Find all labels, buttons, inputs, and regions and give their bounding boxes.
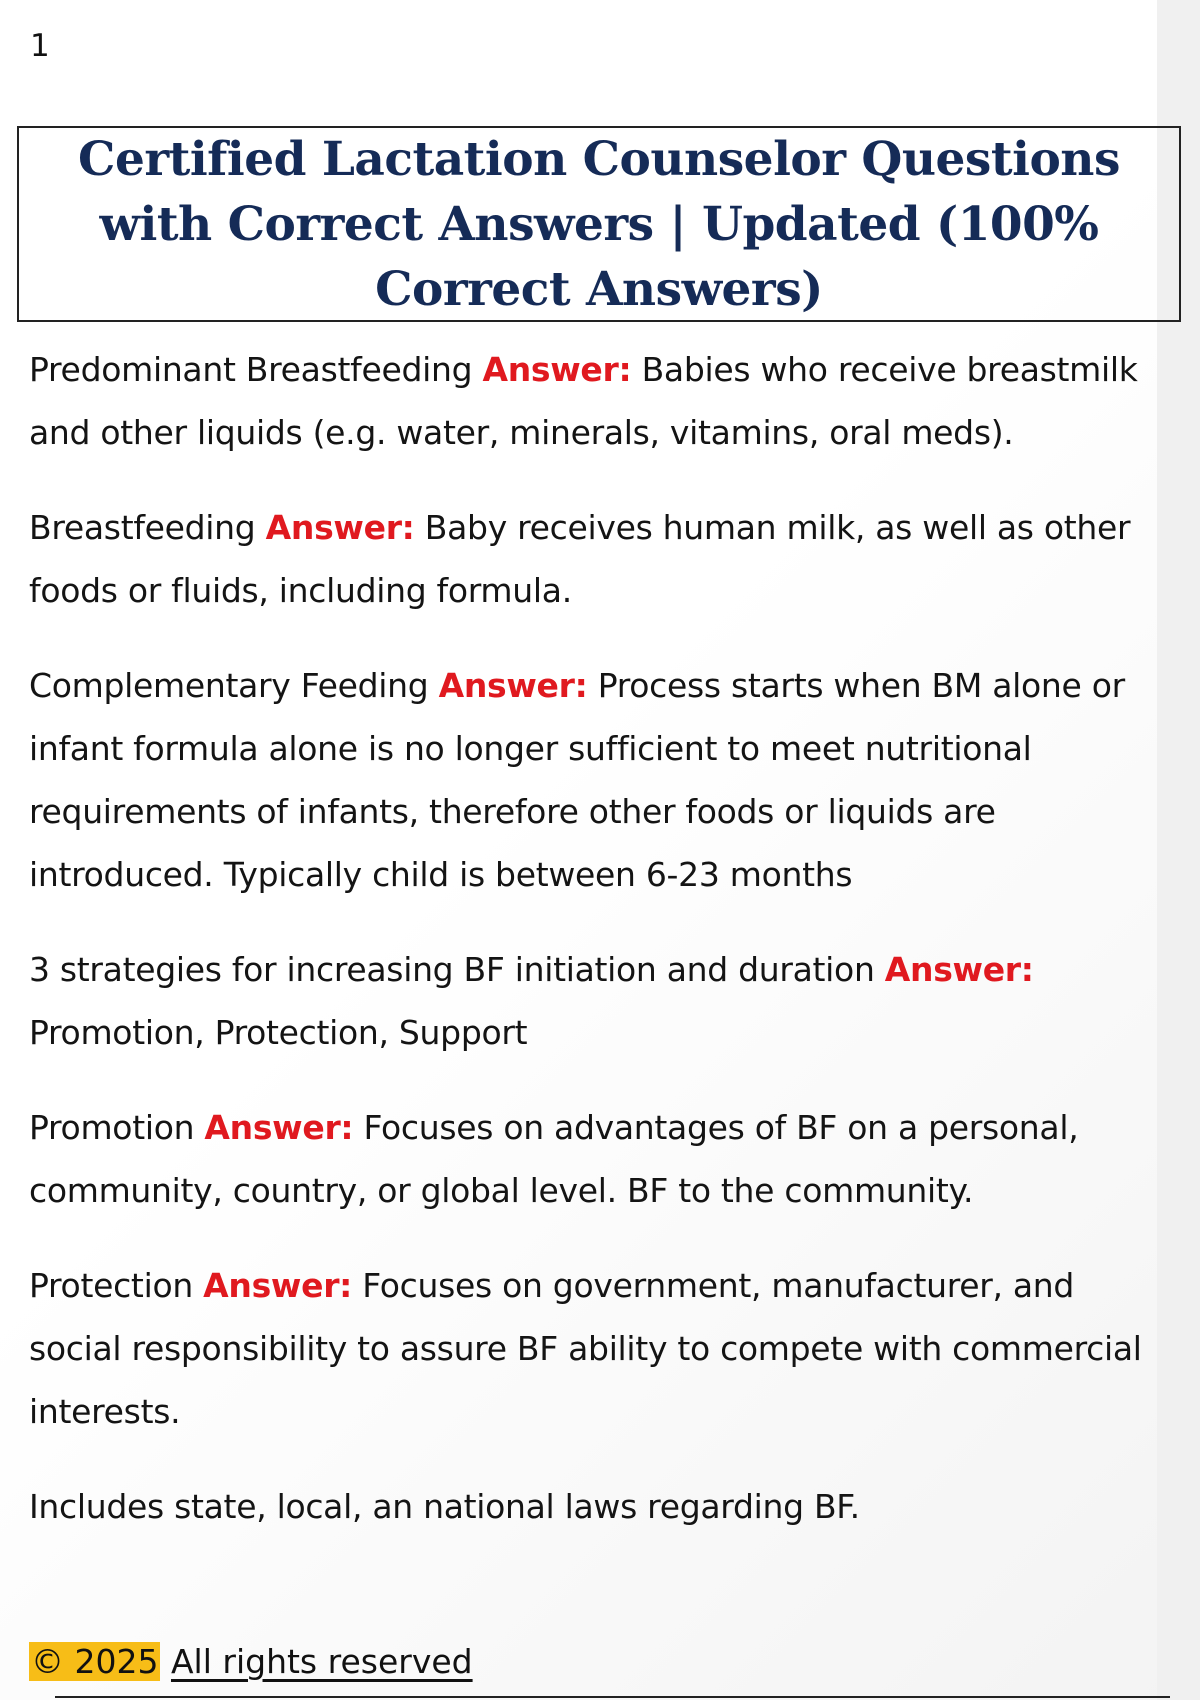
answer-label: Answer: xyxy=(203,1266,353,1305)
qa-answer: Process starts when BM alone or infant formula alone is no longer sufficient to meet nutritional requirements of infants, therefore other foods or liquids are introduced. Typically child is between 6-23 months xyxy=(29,666,1125,894)
qa-item xyxy=(29,338,1164,464)
qa-answer: Babies who receive breastmilk and other liquids (e.g. water, minerals, vitamins, oral meds). xyxy=(29,350,1138,452)
qa-answer: Focuses on government, manufacturer, and social responsibility to assure BF ability to compete with commercial interests. xyxy=(29,1266,1142,1431)
qa-term: Breastfeeding xyxy=(29,508,256,547)
title-box xyxy=(17,126,1181,322)
footer-divider xyxy=(55,1696,1170,1698)
qa-term: 3 strategies for increasing BF initiation and duration xyxy=(29,950,875,989)
qa-item xyxy=(29,938,1164,1064)
qa-answer: Focuses on advantages of BF on a personal, community, country, or global level. BF to the community. xyxy=(29,1108,1079,1210)
qa-term: Predominant Breastfeeding xyxy=(29,350,473,389)
qa-item xyxy=(29,1254,1164,1443)
qa-answer: Promotion, Protection, Support xyxy=(29,1013,528,1052)
qa-list xyxy=(29,338,1164,1570)
answer-label: Answer: xyxy=(482,350,632,389)
qa-term: Complementary Feeding xyxy=(29,666,429,705)
document-title: Certified Lactation Counselor Questions with Correct Answers | Updated (100% Correct Answers) xyxy=(78,131,1120,317)
copyright-year: © 2025 xyxy=(31,1642,159,1681)
page-number: 1 xyxy=(30,28,50,64)
qa-term: Promotion xyxy=(29,1108,195,1147)
qa-answer: Baby receives human milk, as well as other foods or fluids, including formula. xyxy=(29,508,1131,610)
extra-note: Includes state, local, an national laws regarding BF. xyxy=(29,1487,860,1526)
qa-item xyxy=(29,496,1164,622)
answer-label: Answer: xyxy=(438,666,588,705)
answer-label: Answer: xyxy=(265,508,415,547)
answer-label: Answer: xyxy=(204,1108,354,1147)
answer-label: Answer: xyxy=(884,950,1034,989)
qa-item xyxy=(29,1096,1164,1222)
qa-item xyxy=(29,654,1164,906)
footer xyxy=(29,1639,473,1685)
rights-text: All rights reserved xyxy=(170,1642,473,1681)
qa-term: Protection xyxy=(29,1266,193,1305)
